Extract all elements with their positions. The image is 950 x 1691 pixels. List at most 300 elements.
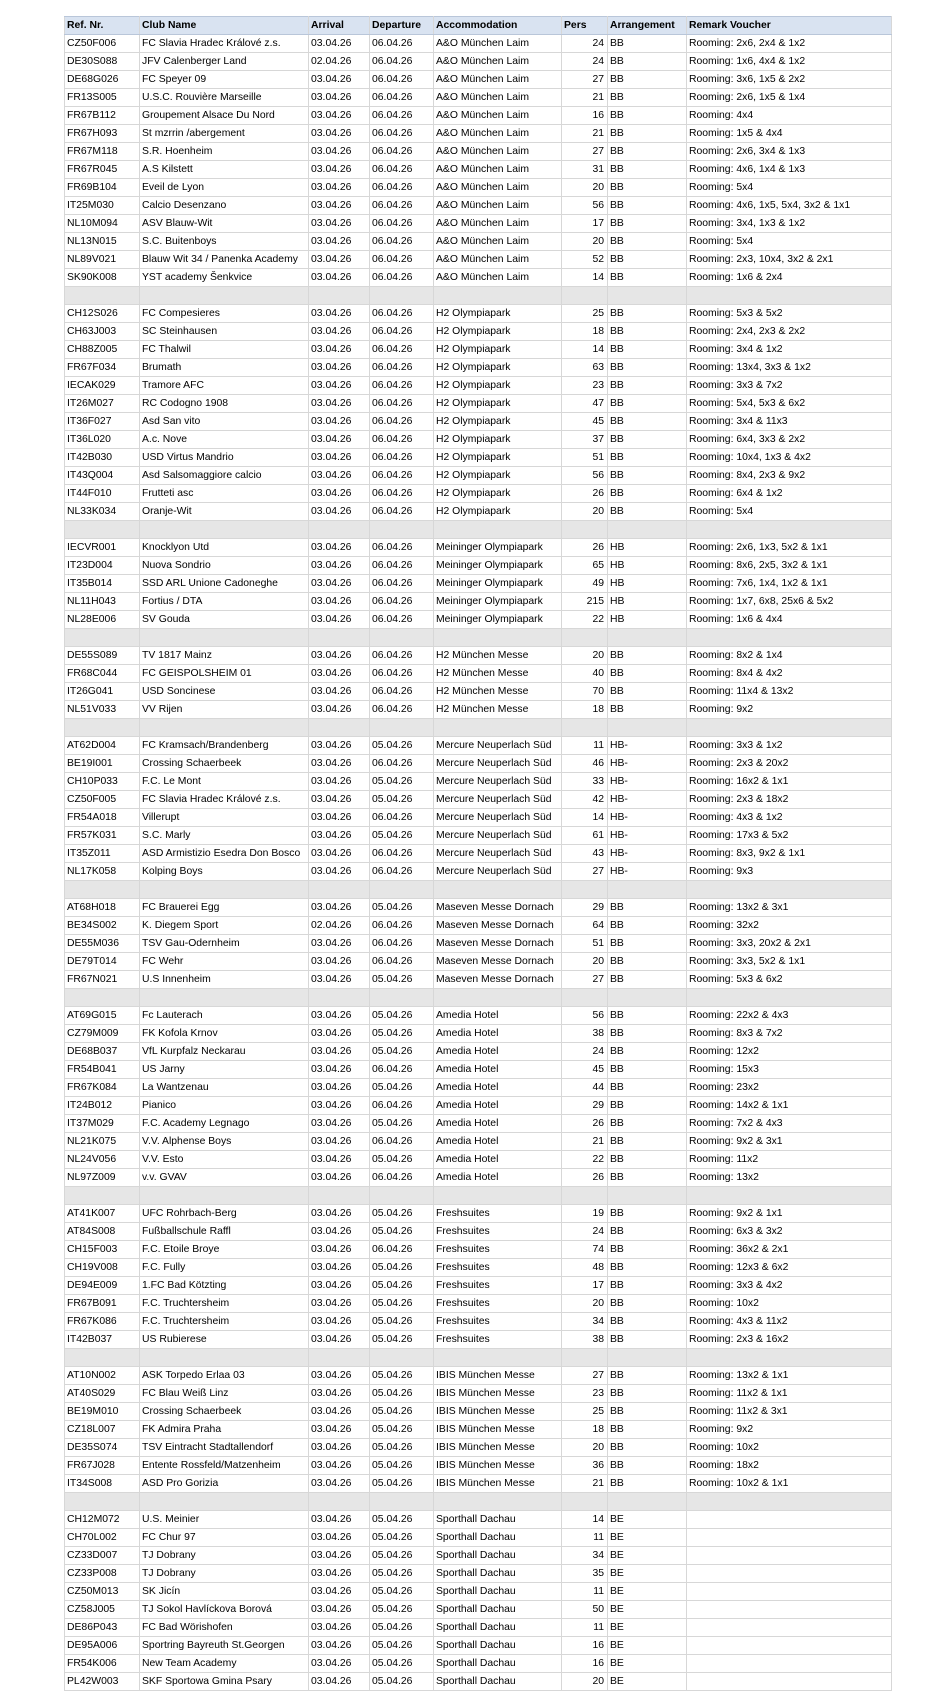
departure-cell: 06.04.26 [370, 503, 434, 521]
pers-cell: 20 [562, 953, 608, 971]
club-name-cell: S.C. Marly [140, 827, 309, 845]
ref-cell: CH63J003 [65, 323, 140, 341]
arrival-cell: 03.04.26 [309, 1529, 370, 1547]
table-row [65, 215, 892, 233]
separator-cell [562, 521, 608, 539]
pers-cell: 26 [562, 485, 608, 503]
ref-cell: NL28E006 [65, 611, 140, 629]
arrangement-cell: HB- [608, 809, 687, 827]
remark-cell: Rooming: 2x6, 3x4 & 1x3 [687, 143, 892, 161]
remark-cell [687, 1583, 892, 1601]
arrangement-cell: BB [608, 395, 687, 413]
pers-cell: 18 [562, 1421, 608, 1439]
remark-cell: Rooming: 5x3 & 6x2 [687, 971, 892, 989]
departure-cell: 06.04.26 [370, 107, 434, 125]
pers-cell: 70 [562, 683, 608, 701]
separator-cell [65, 989, 140, 1007]
club-name-cell: K. Diegem Sport [140, 917, 309, 935]
club-name-cell: Crossing Schaerbeek [140, 755, 309, 773]
accommodation-cell: Meininger Olympiapark [434, 611, 562, 629]
departure-cell: 05.04.26 [370, 1223, 434, 1241]
departure-cell: 06.04.26 [370, 683, 434, 701]
remark-cell: Rooming: 1x6 & 2x4 [687, 269, 892, 287]
remark-cell: Rooming: 10x2 & 1x1 [687, 1475, 892, 1493]
pers-cell: 65 [562, 557, 608, 575]
arrangement-cell: BB [608, 1223, 687, 1241]
remark-cell: Rooming: 6x4, 3x3 & 2x2 [687, 431, 892, 449]
departure-cell: 06.04.26 [370, 1133, 434, 1151]
ref-cell: AT10N002 [65, 1367, 140, 1385]
arrival-cell: 03.04.26 [309, 1565, 370, 1583]
departure-cell: 06.04.26 [370, 305, 434, 323]
arrangement-cell: BE [608, 1547, 687, 1565]
pers-cell: 36 [562, 1457, 608, 1475]
remark-cell: Rooming: 13x2 [687, 1169, 892, 1187]
remark-cell: Rooming: 1x6 & 4x4 [687, 611, 892, 629]
departure-cell: 06.04.26 [370, 539, 434, 557]
accommodation-cell: H2 Olympiapark [434, 395, 562, 413]
table-row [65, 35, 892, 53]
club-name-cell: A.S Kilstett [140, 161, 309, 179]
remark-cell: Rooming: 10x2 [687, 1439, 892, 1457]
table-row [65, 1511, 892, 1529]
arrival-cell: 03.04.26 [309, 1619, 370, 1637]
pers-cell: 61 [562, 827, 608, 845]
accommodation-cell: IBIS München Messe [434, 1403, 562, 1421]
table-row [65, 89, 892, 107]
arrival-cell: 03.04.26 [309, 809, 370, 827]
table-row [65, 125, 892, 143]
arrangement-cell: BB [608, 1205, 687, 1223]
table-row [65, 1241, 892, 1259]
header-row [65, 17, 892, 35]
ref-cell: FR54B041 [65, 1061, 140, 1079]
departure-cell: 05.04.26 [370, 773, 434, 791]
table-row [65, 593, 892, 611]
separator-cell [65, 629, 140, 647]
separator-cell [687, 1187, 892, 1205]
pers-cell: 45 [562, 1061, 608, 1079]
arrival-cell: 03.04.26 [309, 431, 370, 449]
accommodation-cell: Amedia Hotel [434, 1025, 562, 1043]
arrangement-cell: BE [608, 1529, 687, 1547]
pers-cell: 24 [562, 35, 608, 53]
club-name-cell: FC Slavia Hradec Králové z.s. [140, 35, 309, 53]
arrangement-cell: BB [608, 1061, 687, 1079]
remark-cell: Rooming: 8x3 & 7x2 [687, 1025, 892, 1043]
separator-cell [434, 1349, 562, 1367]
club-name-cell: Oranje-Wit [140, 503, 309, 521]
arrival-cell: 03.04.26 [309, 1511, 370, 1529]
arrival-cell: 03.04.26 [309, 467, 370, 485]
separator-cell [65, 287, 140, 305]
ref-cell: IT35B014 [65, 575, 140, 593]
arrangement-cell: BB [608, 269, 687, 287]
arrival-cell: 03.04.26 [309, 1421, 370, 1439]
arrival-cell: 03.04.26 [309, 1547, 370, 1565]
club-name-cell: JFV Calenberger Land [140, 53, 309, 71]
arrival-cell: 03.04.26 [309, 575, 370, 593]
departure-cell: 05.04.26 [370, 1655, 434, 1673]
table-row [65, 611, 892, 629]
accommodation-cell: Amedia Hotel [434, 1007, 562, 1025]
separator-cell [562, 1349, 608, 1367]
separator-cell [370, 1493, 434, 1511]
separator-cell [140, 287, 309, 305]
accommodation-cell: A&O München Laim [434, 143, 562, 161]
ref-cell: CZ33P008 [65, 1565, 140, 1583]
table-row [65, 1367, 892, 1385]
ref-cell: AT84S008 [65, 1223, 140, 1241]
club-name-cell: USD Virtus Mandrio [140, 449, 309, 467]
arrangement-cell: BB [608, 179, 687, 197]
separator-cell [140, 1187, 309, 1205]
departure-cell: 06.04.26 [370, 467, 434, 485]
accommodation-cell: Mercure Neuperlach Süd [434, 791, 562, 809]
departure-cell: 06.04.26 [370, 35, 434, 53]
club-name-cell: F.C. Fully [140, 1259, 309, 1277]
remark-cell: Rooming: 23x2 [687, 1079, 892, 1097]
departure-cell: 06.04.26 [370, 701, 434, 719]
separator-cell [687, 719, 892, 737]
pers-cell: 49 [562, 575, 608, 593]
table-row [65, 1043, 892, 1061]
remark-cell: Rooming: 6x4 & 1x2 [687, 485, 892, 503]
club-name-cell: U.S Innenheim [140, 971, 309, 989]
arrival-cell: 03.04.26 [309, 1331, 370, 1349]
departure-cell: 05.04.26 [370, 1277, 434, 1295]
departure-cell: 05.04.26 [370, 1529, 434, 1547]
arrangement-cell: HB [608, 539, 687, 557]
ref-cell: IT26G041 [65, 683, 140, 701]
separator-cell [562, 287, 608, 305]
arrangement-cell: HB- [608, 845, 687, 863]
club-name-cell: TSV Gau-Odernheim [140, 935, 309, 953]
separator-cell [140, 989, 309, 1007]
pers-cell: 63 [562, 359, 608, 377]
ref-cell: IECAK029 [65, 377, 140, 395]
booking-table [64, 16, 892, 1691]
club-name-cell: S.C. Buitenboys [140, 233, 309, 251]
pers-cell: 24 [562, 1223, 608, 1241]
pers-cell: 16 [562, 107, 608, 125]
pers-cell: 23 [562, 377, 608, 395]
accommodation-cell: Mercure Neuperlach Süd [434, 845, 562, 863]
club-name-cell: ASD Pro Gorizia [140, 1475, 309, 1493]
arrangement-cell: BB [608, 1151, 687, 1169]
club-name-cell: TJ Dobrany [140, 1565, 309, 1583]
accommodation-cell: A&O München Laim [434, 251, 562, 269]
accommodation-cell: A&O München Laim [434, 179, 562, 197]
club-name-cell: Brumath [140, 359, 309, 377]
departure-cell: 05.04.26 [370, 1205, 434, 1223]
pers-cell: 215 [562, 593, 608, 611]
separator-cell [434, 989, 562, 1007]
club-name-cell: Eveil de Lyon [140, 179, 309, 197]
departure-cell: 06.04.26 [370, 845, 434, 863]
arrangement-cell: BB [608, 953, 687, 971]
remark-cell [687, 1673, 892, 1691]
club-name-cell: Groupement Alsace Du Nord [140, 107, 309, 125]
separator-cell [687, 881, 892, 899]
table-row [65, 1205, 892, 1223]
pers-cell: 27 [562, 971, 608, 989]
arrival-cell: 03.04.26 [309, 1367, 370, 1385]
club-name-cell: YST academy Šenkvice [140, 269, 309, 287]
table-row [65, 161, 892, 179]
pers-cell: 24 [562, 53, 608, 71]
ref-cell: CH70L002 [65, 1529, 140, 1547]
table-row [65, 269, 892, 287]
ref-cell: DE68B037 [65, 1043, 140, 1061]
pers-cell: 40 [562, 665, 608, 683]
club-name-cell: V.V. Esto [140, 1151, 309, 1169]
ref-cell: CH12S026 [65, 305, 140, 323]
remark-cell: Rooming: 9x2 [687, 701, 892, 719]
arrival-cell: 03.04.26 [309, 1025, 370, 1043]
club-name-cell: TJ Sokol Havlíckova Borová [140, 1601, 309, 1619]
pers-cell: 56 [562, 1007, 608, 1025]
arrangement-cell: BB [608, 665, 687, 683]
ref-cell: FR67H093 [65, 125, 140, 143]
departure-cell: 06.04.26 [370, 215, 434, 233]
table-row [65, 71, 892, 89]
arrangement-cell: BE [608, 1655, 687, 1673]
club-name-cell: F.C. Le Mont [140, 773, 309, 791]
table-row [65, 1673, 892, 1691]
club-name-cell: FK Admira Praha [140, 1421, 309, 1439]
departure-cell: 06.04.26 [370, 251, 434, 269]
departure-cell: 06.04.26 [370, 449, 434, 467]
club-name-cell: TSV Eintracht Stadtallendorf [140, 1439, 309, 1457]
ref-cell: CZ79M009 [65, 1025, 140, 1043]
separator-cell [687, 989, 892, 1007]
accommodation-cell: Amedia Hotel [434, 1133, 562, 1151]
accommodation-cell: A&O München Laim [434, 215, 562, 233]
accommodation-cell: H2 München Messe [434, 665, 562, 683]
arrival-cell: 03.04.26 [309, 737, 370, 755]
club-name-cell: Entente Rossfeld/Matzenheim [140, 1457, 309, 1475]
club-name-cell: New Team Academy [140, 1655, 309, 1673]
remark-cell: Rooming: 9x2 & 1x1 [687, 1205, 892, 1223]
remark-cell: Rooming: 32x2 [687, 917, 892, 935]
table-row [65, 935, 892, 953]
pers-cell: 45 [562, 413, 608, 431]
accommodation-cell: IBIS München Messe [434, 1367, 562, 1385]
pers-cell: 11 [562, 737, 608, 755]
remark-cell: Rooming: 2x3 & 16x2 [687, 1331, 892, 1349]
arrangement-cell: BB [608, 233, 687, 251]
table-row [65, 1475, 892, 1493]
accommodation-cell: Mercure Neuperlach Süd [434, 755, 562, 773]
departure-cell: 05.04.26 [370, 737, 434, 755]
arrangement-cell: BE [608, 1583, 687, 1601]
remark-cell: Rooming: 18x2 [687, 1457, 892, 1475]
accommodation-cell: H2 Olympiapark [434, 359, 562, 377]
remark-cell: Rooming: 13x2 & 3x1 [687, 899, 892, 917]
remark-cell: Rooming: 9x3 [687, 863, 892, 881]
pers-cell: 25 [562, 305, 608, 323]
departure-cell: 06.04.26 [370, 1061, 434, 1079]
accommodation-cell: Mercure Neuperlach Süd [434, 737, 562, 755]
separator-cell [370, 881, 434, 899]
pers-cell: 26 [562, 539, 608, 557]
club-name-cell: USD Soncinese [140, 683, 309, 701]
arrangement-cell: HB- [608, 791, 687, 809]
departure-cell: 05.04.26 [370, 1601, 434, 1619]
pers-cell: 20 [562, 503, 608, 521]
departure-cell: 06.04.26 [370, 917, 434, 935]
ref-cell: NL97Z009 [65, 1169, 140, 1187]
ref-cell: FR67R045 [65, 161, 140, 179]
table-row [65, 449, 892, 467]
table-row [65, 431, 892, 449]
remark-cell: Rooming: 4x3 & 11x2 [687, 1313, 892, 1331]
table-row [65, 1637, 892, 1655]
accommodation-cell: H2 Olympiapark [434, 485, 562, 503]
departure-cell: 06.04.26 [370, 953, 434, 971]
arrival-cell: 03.04.26 [309, 701, 370, 719]
accommodation-cell: A&O München Laim [434, 35, 562, 53]
arrival-cell: 03.04.26 [309, 359, 370, 377]
accommodation-cell: Sporthall Dachau [434, 1601, 562, 1619]
col-header-departure: Departure [370, 17, 434, 35]
arrival-cell: 03.04.26 [309, 863, 370, 881]
remark-cell [687, 1565, 892, 1583]
club-name-cell: A.c. Nove [140, 431, 309, 449]
arrangement-cell: BB [608, 1475, 687, 1493]
accommodation-cell: Sporthall Dachau [434, 1583, 562, 1601]
table-row [65, 143, 892, 161]
accommodation-cell: Mercure Neuperlach Süd [434, 863, 562, 881]
pers-cell: 74 [562, 1241, 608, 1259]
separator-cell [562, 1187, 608, 1205]
ref-cell: DE55S089 [65, 647, 140, 665]
arrangement-cell: BB [608, 71, 687, 89]
accommodation-cell: H2 Olympiapark [434, 503, 562, 521]
departure-cell: 05.04.26 [370, 1367, 434, 1385]
accommodation-cell: Amedia Hotel [434, 1061, 562, 1079]
arrival-cell: 03.04.26 [309, 1259, 370, 1277]
departure-cell: 06.04.26 [370, 809, 434, 827]
departure-cell: 06.04.26 [370, 557, 434, 575]
departure-cell: 05.04.26 [370, 1385, 434, 1403]
arrival-cell: 03.04.26 [309, 1637, 370, 1655]
ref-cell: CH88Z005 [65, 341, 140, 359]
separator-cell [608, 719, 687, 737]
arrival-cell: 03.04.26 [309, 1439, 370, 1457]
arrangement-cell: BB [608, 1259, 687, 1277]
arrival-cell: 03.04.26 [309, 1673, 370, 1691]
club-name-cell: F.C. Truchtersheim [140, 1313, 309, 1331]
separator-cell [608, 989, 687, 1007]
arrangement-cell: BB [608, 935, 687, 953]
club-name-cell: SKF Sportowa Gmina Psary [140, 1673, 309, 1691]
club-name-cell: Asd Salsomaggiore calcio [140, 467, 309, 485]
arrival-cell: 03.04.26 [309, 593, 370, 611]
remark-cell: Rooming: 3x4 & 1x2 [687, 341, 892, 359]
arrangement-cell: HB- [608, 755, 687, 773]
arrival-cell: 03.04.26 [309, 1385, 370, 1403]
arrival-cell: 03.04.26 [309, 1655, 370, 1673]
arrangement-cell: BB [608, 215, 687, 233]
ref-cell: DE35S074 [65, 1439, 140, 1457]
accommodation-cell: H2 Olympiapark [434, 431, 562, 449]
club-name-cell: U.S.C. Rouvière Marseille [140, 89, 309, 107]
pers-cell: 14 [562, 809, 608, 827]
accommodation-cell: Amedia Hotel [434, 1097, 562, 1115]
club-name-cell: FC Blau Weiß Linz [140, 1385, 309, 1403]
accommodation-cell: Maseven Messe Dornach [434, 899, 562, 917]
departure-cell: 05.04.26 [370, 1025, 434, 1043]
accommodation-cell: A&O München Laim [434, 107, 562, 125]
departure-cell: 06.04.26 [370, 413, 434, 431]
col-header-accommodation: Accommodation [434, 17, 562, 35]
departure-cell: 06.04.26 [370, 233, 434, 251]
arrangement-cell: BB [608, 377, 687, 395]
departure-cell: 06.04.26 [370, 935, 434, 953]
table-row [65, 557, 892, 575]
col-header-remark: Remark Voucher [687, 17, 892, 35]
arrival-cell: 03.04.26 [309, 539, 370, 557]
club-name-cell: ASV Blauw-Wit [140, 215, 309, 233]
group-separator-row [65, 629, 892, 647]
arrival-cell: 03.04.26 [309, 1043, 370, 1061]
club-name-cell: FC Thalwil [140, 341, 309, 359]
separator-cell [370, 1349, 434, 1367]
table-row [65, 1169, 892, 1187]
arrangement-cell: BB [608, 143, 687, 161]
arrangement-cell: BB [608, 485, 687, 503]
arrangement-cell: HB- [608, 863, 687, 881]
arrangement-cell: BB [608, 467, 687, 485]
arrival-cell: 03.04.26 [309, 197, 370, 215]
ref-cell: CZ33D007 [65, 1547, 140, 1565]
separator-cell [140, 1493, 309, 1511]
separator-cell [370, 521, 434, 539]
pers-cell: 46 [562, 755, 608, 773]
ref-cell: IT25M030 [65, 197, 140, 215]
departure-cell: 06.04.26 [370, 125, 434, 143]
club-name-cell: SC Steinhausen [140, 323, 309, 341]
accommodation-cell: IBIS München Messe [434, 1439, 562, 1457]
remark-cell: Rooming: 9x2 [687, 1421, 892, 1439]
remark-cell: Rooming: 5x4, 5x3 & 6x2 [687, 395, 892, 413]
accommodation-cell: Meininger Olympiapark [434, 575, 562, 593]
pers-cell: 22 [562, 611, 608, 629]
departure-cell: 05.04.26 [370, 1583, 434, 1601]
arrival-cell: 03.04.26 [309, 755, 370, 773]
departure-cell: 05.04.26 [370, 971, 434, 989]
accommodation-cell: IBIS München Messe [434, 1475, 562, 1493]
departure-cell: 05.04.26 [370, 1007, 434, 1025]
pers-cell: 29 [562, 1097, 608, 1115]
accommodation-cell: Freshsuites [434, 1241, 562, 1259]
separator-cell [562, 719, 608, 737]
pers-cell: 14 [562, 1511, 608, 1529]
table-row [65, 1007, 892, 1025]
remark-cell: Rooming: 2x3, 10x4, 3x2 & 2x1 [687, 251, 892, 269]
club-name-cell: U.S. Meinier [140, 1511, 309, 1529]
table-row [65, 467, 892, 485]
arrival-cell: 03.04.26 [309, 1583, 370, 1601]
pers-cell: 64 [562, 917, 608, 935]
ref-cell: FR68C044 [65, 665, 140, 683]
accommodation-cell: A&O München Laim [434, 269, 562, 287]
arrival-cell: 03.04.26 [309, 305, 370, 323]
accommodation-cell: Freshsuites [434, 1295, 562, 1313]
separator-cell [65, 1187, 140, 1205]
